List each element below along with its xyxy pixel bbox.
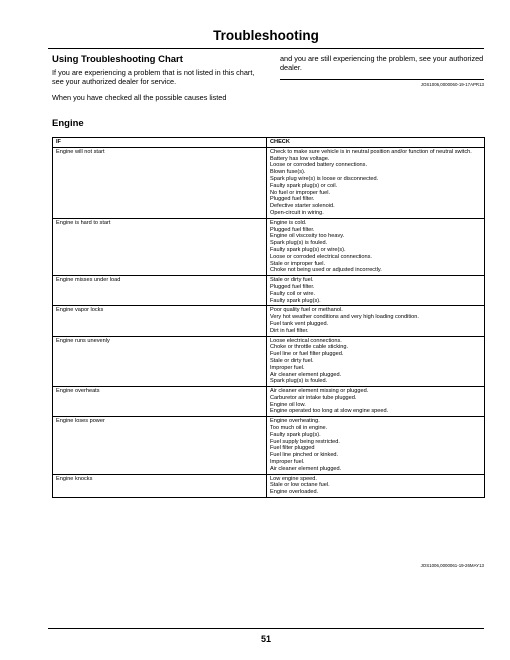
header-divider xyxy=(48,48,484,49)
check-cell xyxy=(267,276,485,306)
check-item: Improper fuel. xyxy=(270,459,305,466)
check-item: Check to make sure vehicle is in neutral position and/or function of neutral switch. xyxy=(270,148,472,155)
check-item: Blown fuse(s). xyxy=(270,169,306,176)
check-item: Very hot weather conditions and very high loading condition. xyxy=(270,314,419,321)
check-item: Stale or low octane fuel. xyxy=(270,482,330,489)
check-item: Open-circuit in wiring. xyxy=(270,209,324,216)
intro-paragraph-2: When you have checked all the possible causes listed xyxy=(52,93,227,103)
check-item: Plugged fuel filter. xyxy=(270,196,315,203)
page-header-title: Troubleshooting xyxy=(213,28,319,43)
table-row xyxy=(53,336,485,387)
intro-divider xyxy=(280,79,484,80)
check-item: Engine overheating. xyxy=(270,418,320,425)
check-item: Engine oil viscosity too heavy. xyxy=(270,233,345,240)
problem-cell: Engine overheats xyxy=(53,387,267,417)
check-item: Faulty spark plug(s). xyxy=(270,297,321,304)
intro-heading: Using Troubleshooting Chart xyxy=(52,54,183,65)
check-item: Spark plug wire(s) is loose or disconnected. xyxy=(270,175,379,182)
page-number: 51 xyxy=(260,634,271,644)
section-title: Engine xyxy=(52,118,84,129)
table-row xyxy=(53,147,485,218)
check-item: Fuel line pinched or kinked. xyxy=(270,452,339,459)
problem-cell: Engine runs unevenly xyxy=(53,336,267,387)
table-row xyxy=(53,306,485,336)
problem-cell: Engine loses power xyxy=(53,417,267,474)
table-row xyxy=(53,276,485,306)
problem-cell: Engine will not start xyxy=(53,147,267,218)
table-header-row xyxy=(53,138,485,148)
check-item: Choke or throttle cable sticking. xyxy=(270,344,349,351)
check-item: Faulty coil or wire. xyxy=(270,290,316,297)
problem-cell: Engine knocks xyxy=(53,474,267,497)
check-item: Fuel tank vent plugged. xyxy=(270,320,329,327)
check-item: Low engine speed. xyxy=(270,475,317,482)
check-item: Faulty spark plug(s) or coil. xyxy=(270,182,338,189)
intro-right-column xyxy=(280,54,484,87)
check-item: Fuel filter plugged xyxy=(270,445,315,452)
check-item: Loose electrical connections. xyxy=(270,337,342,344)
check-item: Plugged fuel filter. xyxy=(270,226,315,233)
intro-left-column xyxy=(52,54,262,103)
check-cell xyxy=(267,336,485,387)
check-item: Dirt in fuel filter. xyxy=(270,327,309,334)
check-item: Stale or dirty fuel. xyxy=(270,277,314,284)
intro-paragraph-3: and you are still experiencing the problem, see your authorized dealer. xyxy=(280,54,484,73)
check-item: Defective starter solenoid. xyxy=(270,203,335,210)
check-item: Fuel supply being restricted. xyxy=(270,438,340,445)
troubleshooting-table xyxy=(52,137,485,498)
check-item: No fuel or improper fuel. xyxy=(270,189,331,196)
check-item: Stale or dirty fuel. xyxy=(270,357,314,364)
table-row xyxy=(53,218,485,275)
table-row xyxy=(53,387,485,417)
check-item: Air cleaner element plugged. xyxy=(270,371,342,378)
check-item: Plugged fuel filter. xyxy=(270,283,315,290)
table-body xyxy=(53,147,485,497)
problem-cell: Engine misses under load xyxy=(53,276,267,306)
check-item: Poor quality fuel or methanol. xyxy=(270,307,343,314)
table-row xyxy=(53,417,485,474)
problem-cell: Engine vapor locks xyxy=(53,306,267,336)
check-item: Loose or corroded battery connections. xyxy=(270,162,368,169)
check-item: Stale or improper fuel. xyxy=(270,260,326,267)
check-item: Engine overloaded. xyxy=(270,489,319,496)
check-item: Improper fuel. xyxy=(270,364,305,371)
check-cell xyxy=(267,147,485,218)
intro-paragraph-1: If you are experiencing a problem that is not listed in this chart, see your authorized dealer for service. xyxy=(52,68,255,87)
check-item: Spark plug(s) is fouled. xyxy=(270,240,328,247)
check-item: Engine is cold. xyxy=(270,219,307,226)
check-item: Faulty spark plug(s) or wire(s). xyxy=(270,246,346,253)
check-item: Battery has low voltage. xyxy=(270,155,330,162)
problem-cell: Engine is hard to start xyxy=(53,218,267,275)
check-item: Spark plug(s) is fouled. xyxy=(270,378,328,385)
check-cell xyxy=(267,387,485,417)
check-item: Engine oil low. xyxy=(270,401,306,408)
check-item: Engine operated too long at slow engine speed. xyxy=(270,408,389,415)
check-item: Air cleaner element plugged. xyxy=(270,465,342,472)
check-cell xyxy=(267,417,485,474)
column-header-if: IF xyxy=(53,138,267,148)
check-cell xyxy=(267,306,485,336)
section-reference-code: JOS1006,0000061-19-26MAY13 xyxy=(420,563,484,568)
column-header-check: CHECK xyxy=(267,138,485,148)
table-row xyxy=(53,474,485,497)
check-item: Fuel line or fuel filter plugged. xyxy=(270,351,344,358)
check-item: Carburetor air intake tube plugged. xyxy=(270,394,357,401)
check-item: Choke not being used or adjusted incorrectly. xyxy=(270,267,382,274)
check-cell xyxy=(267,474,485,497)
check-item: Faulty spark plug(s). xyxy=(270,431,321,438)
check-cell xyxy=(267,218,485,275)
check-item: Air cleaner element missing or plugged. xyxy=(270,388,369,395)
check-item: Too much oil in engine. xyxy=(270,425,328,432)
footer-divider xyxy=(48,628,484,629)
check-item: Loose or corroded electrical connections. xyxy=(270,253,372,260)
intro-reference-code: JOS1006,0000060-19-17APR13 xyxy=(420,82,484,88)
